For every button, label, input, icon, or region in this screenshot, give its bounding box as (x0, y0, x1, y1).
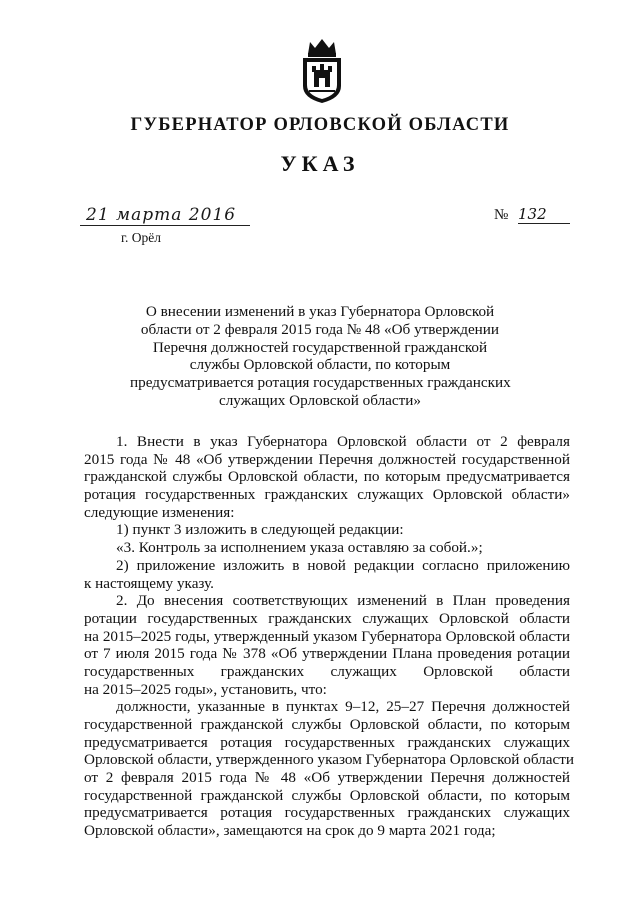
document-type-title: УКАЗ (280, 151, 360, 176)
subject-line: области от 2 февраля 2015 года № 48 «Об утверждении (140, 320, 500, 338)
body-line: от 7 июля 2015 года № 378 «Об утверждении Плана проведения ротации (84, 645, 570, 663)
body-line: 1. Внести в указ Губернатора Орловской области от 2 февраля (116, 433, 570, 450)
date-field (80, 205, 250, 229)
body-line: Орловской области», замещаются на срок до 9 марта 2021 года; (84, 822, 496, 840)
coat-of-arms-emblem (299, 38, 345, 104)
body-line: государственной гражданской службы Орловской области, по которым (84, 786, 570, 804)
body-line: от 2 февраля 2015 года № 48 «Об утверждении Перечня должностей (84, 769, 570, 787)
document-subject (130, 303, 510, 410)
body-line: следующие изменения: (84, 503, 235, 521)
number-label: № (494, 207, 509, 223)
body-line: к настоящему указу. (84, 574, 214, 592)
body-line: 2) приложение изложить в новой редакции согласно приложению (116, 556, 570, 574)
subject-line: Перечня должностей государственной гражданской (152, 338, 488, 356)
document-body (84, 433, 574, 840)
body-line: гражданской службы Орловской области, по которым предусматривается (84, 468, 570, 486)
subject-line: предусматривается ротация государственных гражданских (130, 374, 511, 392)
body-line: 2. До внесения соответствующих изменений в План проведения (116, 592, 570, 610)
body-line: предусматривается ротация государственных гражданских служащих (84, 733, 570, 751)
body-line: должности, указанные в пунктах 9–12, 25–27 Перечня должностей (116, 698, 570, 716)
subject-line: О внесении изменений в указ Губернатора Орловской (145, 303, 495, 320)
issuer-title: ГУБЕРНАТОР ОРЛОВСКОЙ ОБЛАСТИ (130, 115, 510, 135)
document-number: 132 (518, 205, 570, 224)
date-underline (80, 225, 250, 226)
handwritten-date: 21 марта 2016 (86, 205, 237, 225)
subject-line: служащих Орловской области» (218, 391, 421, 409)
body-line: 1) пункт 3 изложить в следующей редакции: (116, 521, 404, 539)
body-line: на 2015–2025 годы, утвержденный указом Губернатора Орловской области (84, 627, 570, 645)
body-line: государственной гражданской службы Орловской области, по которым (84, 716, 570, 733)
body-line: «3. Контроль за исполнением указа оставляю за собой.»; (116, 539, 483, 557)
body-line: Орловской области, утвержденного указом Губернатора Орловской области (84, 751, 574, 769)
body-line: предусматривается ротация государственных гражданских служащих (84, 804, 570, 822)
city-label: г. Орёл (121, 230, 161, 245)
body-line: 2015 года № 48 «Об утверждении Перечня должностей государственной (84, 450, 570, 468)
body-line: государственных гражданских служащих Орловской области (84, 662, 570, 680)
body-line: ротация государственных гражданских служащих Орловской области» (84, 486, 570, 504)
body-line: на 2015–2025 годы», установить, что: (84, 680, 327, 698)
subject-line: службы Орловской области, по которым (189, 356, 451, 374)
body-line: ротации государственных гражданских служащих Орловской области (84, 609, 570, 627)
